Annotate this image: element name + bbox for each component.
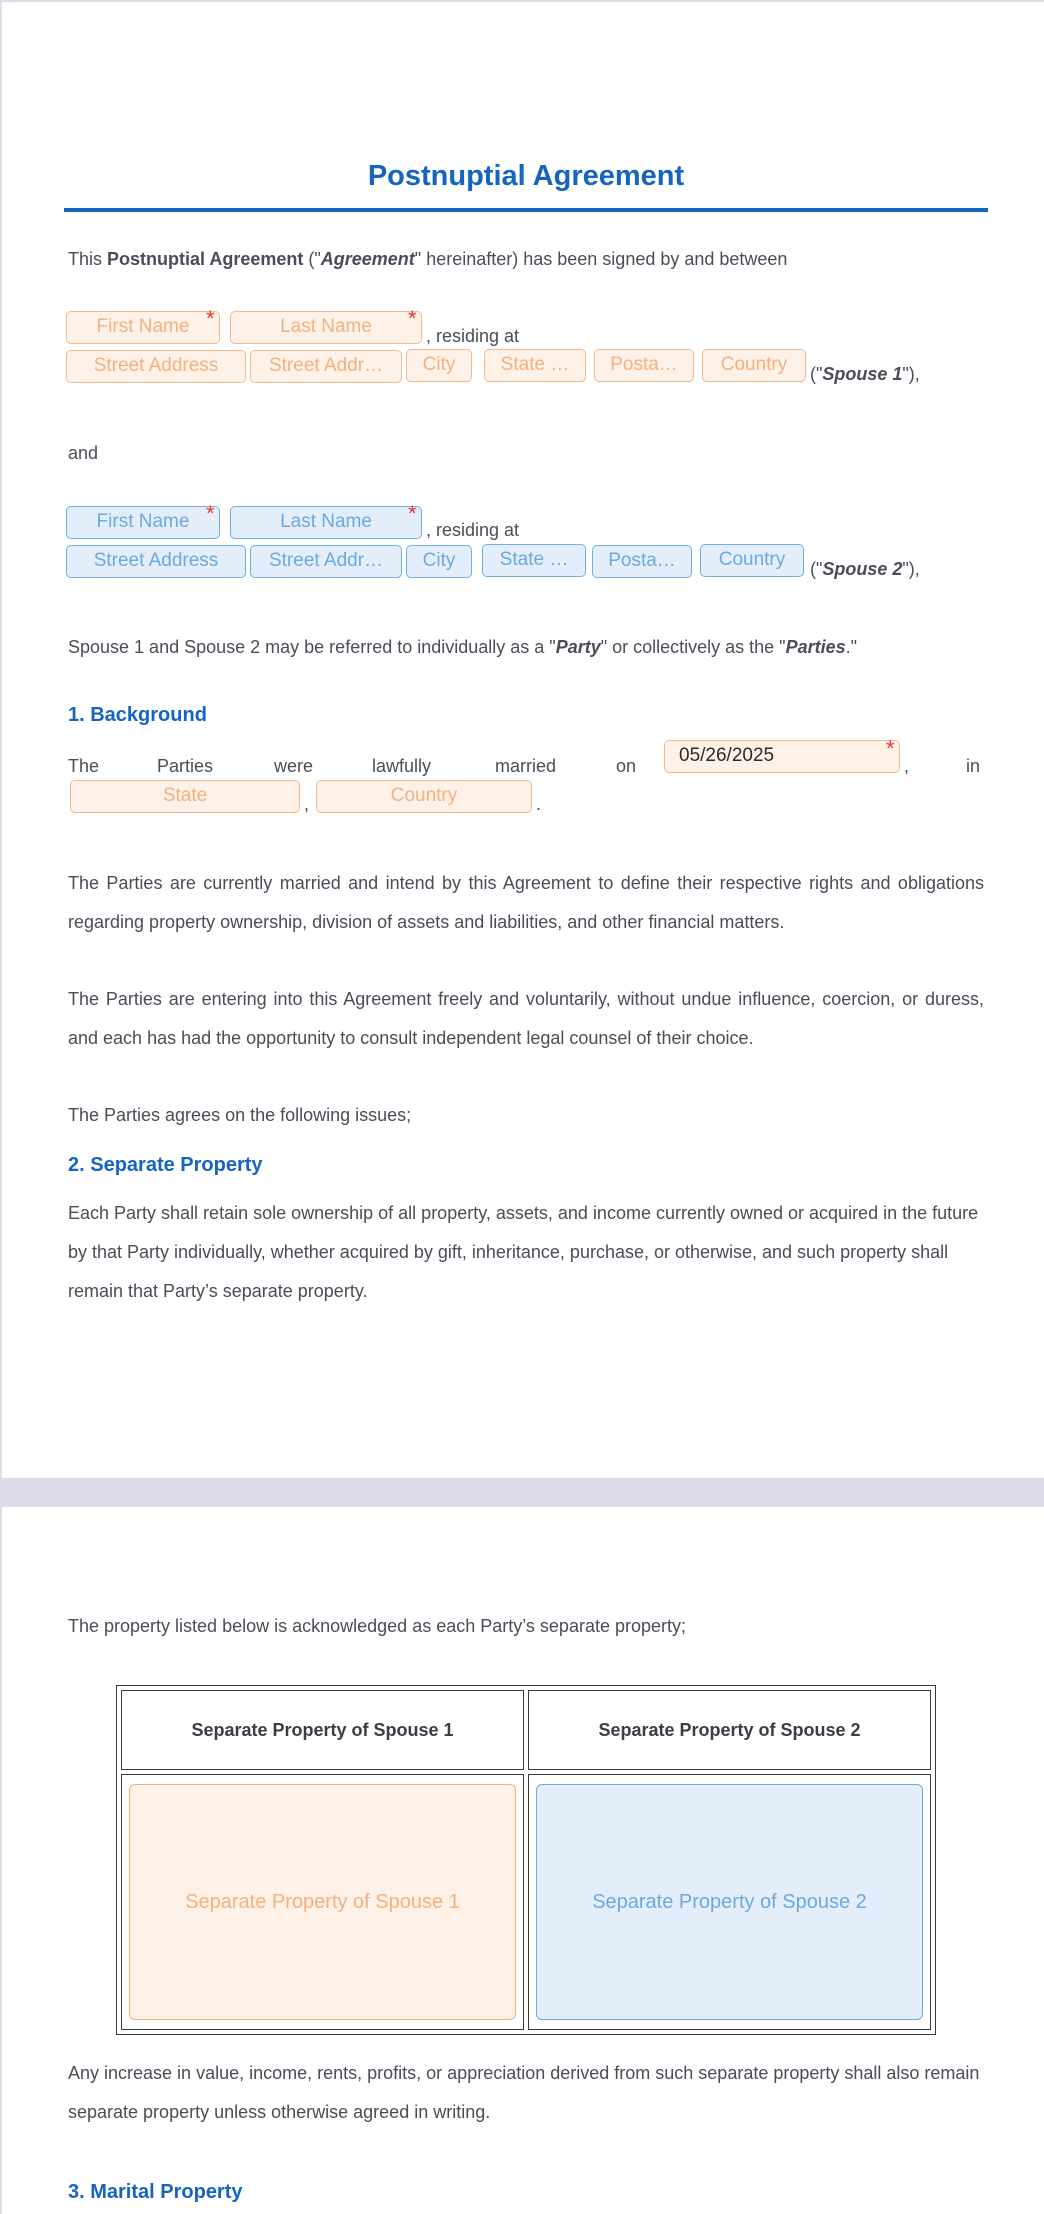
table-cell: [528, 1774, 931, 2030]
period-text: .: [536, 794, 542, 814]
background-paragraph-3: The Parties agrees on the following issues;: [68, 1105, 412, 1125]
property-list-intro: The property listed below is acknowledged as each Party’s separate property;: [68, 1616, 687, 1636]
section-3-heading: 3. Marital Property: [68, 2181, 243, 2203]
section-1-heading: 1. Background: [68, 704, 207, 726]
required-asterisk-icon: *: [886, 736, 895, 761]
residing-at-text: , residing at: [426, 520, 520, 540]
intro-text-mid: (": [303, 249, 321, 269]
background-word: were: [274, 756, 314, 776]
spouse1-country-field[interactable]: Country: [702, 349, 806, 382]
and-text: and: [68, 443, 99, 463]
marriage-state-field[interactable]: State: [70, 780, 300, 813]
spouse2-city-field[interactable]: City: [406, 545, 472, 578]
background-word: on: [616, 756, 637, 776]
required-asterisk-icon: *: [408, 306, 417, 331]
background-word: Parties: [157, 756, 214, 776]
table-header-spouse1: Separate Property of Spouse 1: [121, 1690, 524, 1770]
separate-property-table: [116, 1685, 936, 2035]
intro-italic: Agreement: [320, 249, 415, 269]
spouse2-postal-field[interactable]: Posta…: [592, 545, 692, 578]
spouse2-last-name-field[interactable]: Last Name: [230, 506, 422, 539]
increase-value-paragraph: Any increase in value, income, rents, profits, or appreciation derived from such separate property shall also remain separate property unless otherwise agreed in writing.: [68, 2063, 980, 2122]
required-asterisk-icon: *: [206, 306, 215, 331]
background-paragraph-2: The Parties are entering into this Agreement freely and voluntarily, without undue influence, coercion, or duress, and each has had the opportunity to consult independent legal counsel of their choice.: [68, 989, 984, 1048]
background-word: The: [68, 756, 100, 776]
required-asterisk-icon: *: [408, 501, 417, 526]
spouse2-country-field[interactable]: Country: [700, 544, 804, 577]
document-title: Postnuptial Agreement: [367, 160, 685, 192]
spouse2-state-field[interactable]: State …: [482, 544, 586, 577]
spouse1-postal-field[interactable]: Posta…: [594, 349, 694, 382]
spouse2-street-address-2-field[interactable]: Street Addr…: [250, 545, 402, 578]
separator-text: ,: [304, 794, 310, 814]
spouse1-street-address-2-field[interactable]: Street Addr…: [250, 350, 402, 383]
spouse2-property-textarea[interactable]: Separate Property of Spouse 2: [536, 1784, 923, 2020]
spouse2-street-address-field[interactable]: Street Address: [66, 545, 246, 578]
marriage-country-field[interactable]: Country: [316, 780, 532, 813]
background-word: married: [495, 756, 557, 776]
table-header-spouse2: Separate Property of Spouse 2: [528, 1690, 931, 1770]
spouse1-label: ("Spouse 1"),: [810, 364, 920, 384]
table-row: [121, 1774, 931, 2030]
background-paragraph-1: The Parties are currently married and intend by this Agreement to define their respective rights and obligations regarding property ownership, division of assets and liabilities, and other financial matters.: [68, 873, 984, 932]
residing-at-text: , residing at: [426, 326, 520, 346]
document-page-1: [2, 2, 1044, 1478]
document-page-2: [2, 1507, 1044, 2214]
spouse2-label: ("Spouse 2"),: [810, 559, 920, 579]
section-2-heading: 2. Separate Property: [68, 1154, 263, 1176]
required-asterisk-icon: *: [206, 501, 215, 526]
table-header-row: [121, 1690, 931, 1770]
spouse1-city-field[interactable]: City: [406, 349, 472, 382]
comma-text: ,: [904, 756, 910, 776]
title-divider: [64, 208, 988, 212]
separate-property-paragraph: Each Party shall retain sole ownership of all property, assets, and income currently owned or acquired in the future by that Party individually, whether acquired by gift, inheritance, purchase, or otherwise, and such property shall remain that Party’s separate property.: [68, 1203, 979, 1301]
table-cell: [121, 1774, 524, 2030]
intro-text-pre: This: [68, 249, 108, 269]
spouse1-first-name-field[interactable]: First Name: [66, 311, 220, 344]
background-word: lawfully: [372, 756, 432, 776]
spouse2-first-name-field[interactable]: First Name: [66, 506, 220, 539]
intro-text-post: " hereinafter) has been signed by and between: [414, 249, 788, 269]
spouse1-state-field[interactable]: State …: [484, 349, 586, 382]
marriage-date-field[interactable]: 05/26/2025: [664, 740, 900, 773]
spouse1-property-textarea[interactable]: Separate Property of Spouse 1: [129, 1784, 516, 2020]
spouse1-last-name-field[interactable]: Last Name: [230, 311, 422, 344]
spouse1-street-address-field[interactable]: Street Address: [66, 350, 246, 383]
intro-bold: Postnuptial Agreement: [107, 249, 304, 269]
referral-paragraph: Spouse 1 and Spouse 2 may be referred to individually as a "Party" or collectively as the "Parties.": [68, 637, 858, 657]
intro-paragraph: [68, 240, 988, 279]
in-text: in: [966, 756, 981, 776]
